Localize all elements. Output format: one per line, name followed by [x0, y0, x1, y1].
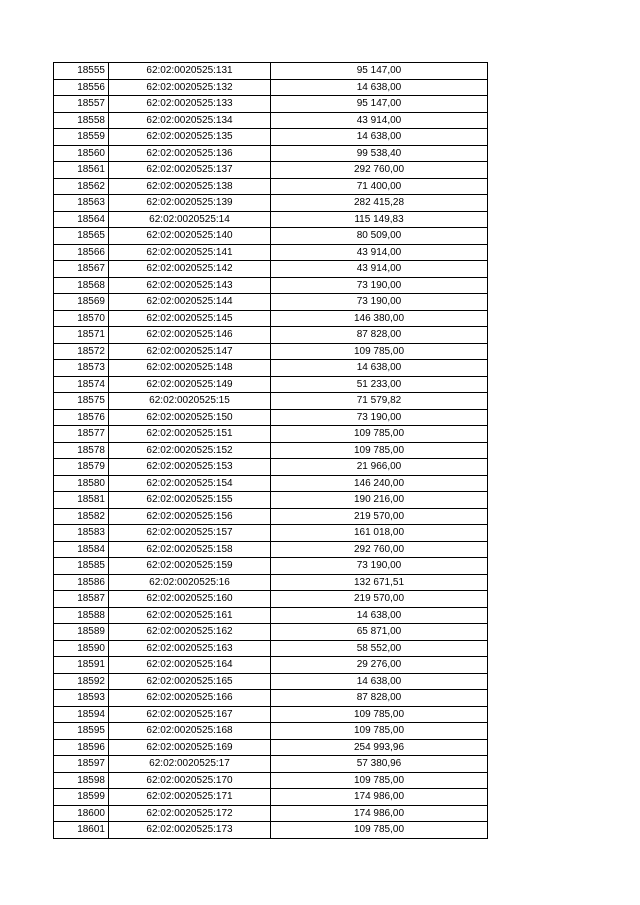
- cadastral-number-cell: 62:02:0020525:151: [109, 426, 271, 443]
- table-row: [54, 508, 488, 525]
- row-number-cell: 18596: [54, 739, 109, 756]
- cadastral-value-cell: 254 993,96: [271, 739, 488, 756]
- cadastral-number-cell: 62:02:0020525:134: [109, 112, 271, 129]
- cadastral-value-cell: 190 216,00: [271, 492, 488, 509]
- cadastral-number-cell: 62:02:0020525:15: [109, 393, 271, 410]
- row-number-cell: 18571: [54, 327, 109, 344]
- table-row: [54, 640, 488, 657]
- cadastral-number-cell: 62:02:0020525:154: [109, 475, 271, 492]
- row-number-cell: 18577: [54, 426, 109, 443]
- table-row: [54, 607, 488, 624]
- table-row: [54, 805, 488, 822]
- cadastral-number-cell: 62:02:0020525:14: [109, 211, 271, 228]
- row-number-cell: 18589: [54, 624, 109, 641]
- cadastral-number-cell: 62:02:0020525:165: [109, 673, 271, 690]
- cadastral-value-cell: 87 828,00: [271, 327, 488, 344]
- cadastral-number-cell: 62:02:0020525:147: [109, 343, 271, 360]
- row-number-cell: 18601: [54, 822, 109, 839]
- cadastral-number-cell: 62:02:0020525:153: [109, 459, 271, 476]
- cadastral-number-cell: 62:02:0020525:155: [109, 492, 271, 509]
- table-row: [54, 789, 488, 806]
- table-body: [54, 63, 488, 839]
- table-row: [54, 211, 488, 228]
- row-number-cell: 18564: [54, 211, 109, 228]
- row-number-cell: 18565: [54, 228, 109, 245]
- table-row: [54, 756, 488, 773]
- row-number-cell: 18590: [54, 640, 109, 657]
- row-number-cell: 18562: [54, 178, 109, 195]
- cadastral-value-cell: 65 871,00: [271, 624, 488, 641]
- cadastral-value-cell: 58 552,00: [271, 640, 488, 657]
- row-number-cell: 18579: [54, 459, 109, 476]
- row-number-cell: 18580: [54, 475, 109, 492]
- cadastral-number-cell: 62:02:0020525:146: [109, 327, 271, 344]
- cadastral-value-cell: 219 570,00: [271, 591, 488, 608]
- cadastral-value-cell: 109 785,00: [271, 343, 488, 360]
- cadastral-number-cell: 62:02:0020525:141: [109, 244, 271, 261]
- row-number-cell: 18555: [54, 63, 109, 80]
- cadastral-number-cell: 62:02:0020525:169: [109, 739, 271, 756]
- row-number-cell: 18563: [54, 195, 109, 212]
- cadastral-number-cell: 62:02:0020525:140: [109, 228, 271, 245]
- row-number-cell: 18591: [54, 657, 109, 674]
- table-row: [54, 327, 488, 344]
- row-number-cell: 18560: [54, 145, 109, 162]
- row-number-cell: 18583: [54, 525, 109, 542]
- table-row: [54, 195, 488, 212]
- cadastral-number-cell: 62:02:0020525:172: [109, 805, 271, 822]
- cadastral-number-cell: 62:02:0020525:156: [109, 508, 271, 525]
- table-row: [54, 442, 488, 459]
- table-row: [54, 145, 488, 162]
- cadastral-value-cell: 73 190,00: [271, 409, 488, 426]
- table-row: [54, 376, 488, 393]
- row-number-cell: 18575: [54, 393, 109, 410]
- cadastral-value-cell: 282 415,28: [271, 195, 488, 212]
- row-number-cell: 18561: [54, 162, 109, 179]
- cadastral-value-cell: 29 276,00: [271, 657, 488, 674]
- table-row: [54, 310, 488, 327]
- cadastral-value-cell: 73 190,00: [271, 294, 488, 311]
- cadastral-number-cell: 62:02:0020525:158: [109, 541, 271, 558]
- cadastral-value-cell: 115 149,83: [271, 211, 488, 228]
- cadastral-number-cell: 62:02:0020525:139: [109, 195, 271, 212]
- cadastral-number-cell: 62:02:0020525:166: [109, 690, 271, 707]
- cadastral-number-cell: 62:02:0020525:159: [109, 558, 271, 575]
- row-number-cell: 18597: [54, 756, 109, 773]
- row-number-cell: 18578: [54, 442, 109, 459]
- table-row: [54, 723, 488, 740]
- row-number-cell: 18558: [54, 112, 109, 129]
- cadastral-value-cell: 80 509,00: [271, 228, 488, 245]
- row-number-cell: 18567: [54, 261, 109, 278]
- row-number-cell: 18572: [54, 343, 109, 360]
- row-number-cell: 18557: [54, 96, 109, 113]
- cadastral-number-cell: 62:02:0020525:161: [109, 607, 271, 624]
- cadastral-value-cell: 109 785,00: [271, 723, 488, 740]
- row-number-cell: 18556: [54, 79, 109, 96]
- cadastral-value-cell: 57 380,96: [271, 756, 488, 773]
- cadastral-number-cell: 62:02:0020525:135: [109, 129, 271, 146]
- cadastral-number-cell: 62:02:0020525:173: [109, 822, 271, 839]
- cadastral-value-cell: 109 785,00: [271, 426, 488, 443]
- cadastral-value-cell: 14 638,00: [271, 129, 488, 146]
- cadastral-number-cell: 62:02:0020525:164: [109, 657, 271, 674]
- cadastral-number-cell: 62:02:0020525:157: [109, 525, 271, 542]
- table-row: [54, 360, 488, 377]
- cadastral-number-cell: 62:02:0020525:142: [109, 261, 271, 278]
- row-number-cell: 18586: [54, 574, 109, 591]
- row-number-cell: 18600: [54, 805, 109, 822]
- cadastral-value-cell: 292 760,00: [271, 541, 488, 558]
- cadastral-value-cell: 14 638,00: [271, 79, 488, 96]
- cadastral-number-cell: 62:02:0020525:152: [109, 442, 271, 459]
- table-row: [54, 294, 488, 311]
- cadastral-value-cell: 174 986,00: [271, 789, 488, 806]
- table-row: [54, 558, 488, 575]
- table-row: [54, 459, 488, 476]
- cadastral-value-cell: 95 147,00: [271, 96, 488, 113]
- table-row: [54, 343, 488, 360]
- table-row: [54, 228, 488, 245]
- row-number-cell: 18593: [54, 690, 109, 707]
- cadastral-number-cell: 62:02:0020525:171: [109, 789, 271, 806]
- table-row: [54, 591, 488, 608]
- table-row: [54, 574, 488, 591]
- cadastral-number-cell: 62:02:0020525:17: [109, 756, 271, 773]
- cadastral-number-cell: 62:02:0020525:136: [109, 145, 271, 162]
- table-row: [54, 244, 488, 261]
- row-number-cell: 18585: [54, 558, 109, 575]
- cadastral-number-cell: 62:02:0020525:143: [109, 277, 271, 294]
- row-number-cell: 18559: [54, 129, 109, 146]
- cadastral-value-cell: 14 638,00: [271, 673, 488, 690]
- table-row: [54, 772, 488, 789]
- cadastral-number-cell: 62:02:0020525:168: [109, 723, 271, 740]
- cadastral-value-cell: 73 190,00: [271, 277, 488, 294]
- cadastral-value-cell: 109 785,00: [271, 772, 488, 789]
- cadastral-value-cell: 109 785,00: [271, 442, 488, 459]
- cadastral-value-cell: 21 966,00: [271, 459, 488, 476]
- table-row: [54, 277, 488, 294]
- cadastral-value-cell: 73 190,00: [271, 558, 488, 575]
- row-number-cell: 18573: [54, 360, 109, 377]
- cadastral-value-cell: 146 380,00: [271, 310, 488, 327]
- table-row: [54, 525, 488, 542]
- table-row: [54, 541, 488, 558]
- table-row: [54, 822, 488, 839]
- table-row: [54, 162, 488, 179]
- cadastral-number-cell: 62:02:0020525:138: [109, 178, 271, 195]
- cadastral-number-cell: 62:02:0020525:145: [109, 310, 271, 327]
- table-row: [54, 96, 488, 113]
- cadastral-value-cell: 87 828,00: [271, 690, 488, 707]
- row-number-cell: 18581: [54, 492, 109, 509]
- cadastral-value-cell: 161 018,00: [271, 525, 488, 542]
- cadastral-number-cell: 62:02:0020525:163: [109, 640, 271, 657]
- table-row: [54, 657, 488, 674]
- table-row: [54, 112, 488, 129]
- table-row: [54, 79, 488, 96]
- cadastral-value-table: [53, 62, 488, 839]
- cadastral-value-cell: 219 570,00: [271, 508, 488, 525]
- row-number-cell: 18599: [54, 789, 109, 806]
- table-row: [54, 690, 488, 707]
- row-number-cell: 18568: [54, 277, 109, 294]
- row-number-cell: 18598: [54, 772, 109, 789]
- row-number-cell: 18592: [54, 673, 109, 690]
- row-number-cell: 18570: [54, 310, 109, 327]
- cadastral-number-cell: 62:02:0020525:167: [109, 706, 271, 723]
- cadastral-value-cell: 146 240,00: [271, 475, 488, 492]
- table-row: [54, 178, 488, 195]
- table-row: [54, 706, 488, 723]
- table-row: [54, 261, 488, 278]
- cadastral-value-cell: 71 579,82: [271, 393, 488, 410]
- cadastral-value-cell: 43 914,00: [271, 244, 488, 261]
- cadastral-value-cell: 51 233,00: [271, 376, 488, 393]
- cadastral-number-cell: 62:02:0020525:144: [109, 294, 271, 311]
- cadastral-number-cell: 62:02:0020525:132: [109, 79, 271, 96]
- row-number-cell: 18594: [54, 706, 109, 723]
- row-number-cell: 18584: [54, 541, 109, 558]
- row-number-cell: 18595: [54, 723, 109, 740]
- table-row: [54, 409, 488, 426]
- cadastral-value-cell: 109 785,00: [271, 706, 488, 723]
- cadastral-number-cell: 62:02:0020525:137: [109, 162, 271, 179]
- cadastral-value-cell: 109 785,00: [271, 822, 488, 839]
- table-row: [54, 475, 488, 492]
- row-number-cell: 18574: [54, 376, 109, 393]
- table-row: [54, 624, 488, 641]
- cadastral-value-cell: 99 538,40: [271, 145, 488, 162]
- cadastral-number-cell: 62:02:0020525:160: [109, 591, 271, 608]
- cadastral-number-cell: 62:02:0020525:162: [109, 624, 271, 641]
- cadastral-number-cell: 62:02:0020525:131: [109, 63, 271, 80]
- cadastral-value-cell: 174 986,00: [271, 805, 488, 822]
- cadastral-value-cell: 95 147,00: [271, 63, 488, 80]
- cadastral-value-cell: 43 914,00: [271, 112, 488, 129]
- table-row: [54, 739, 488, 756]
- cadastral-value-cell: 132 671,51: [271, 574, 488, 591]
- cadastral-value-cell: 14 638,00: [271, 607, 488, 624]
- row-number-cell: 18576: [54, 409, 109, 426]
- cadastral-number-cell: 62:02:0020525:170: [109, 772, 271, 789]
- cadastral-number-cell: 62:02:0020525:149: [109, 376, 271, 393]
- table-row: [54, 393, 488, 410]
- cadastral-value-cell: 292 760,00: [271, 162, 488, 179]
- table-row: [54, 673, 488, 690]
- row-number-cell: 18588: [54, 607, 109, 624]
- row-number-cell: 18566: [54, 244, 109, 261]
- table-row: [54, 492, 488, 509]
- row-number-cell: 18587: [54, 591, 109, 608]
- cadastral-value-cell: 43 914,00: [271, 261, 488, 278]
- cadastral-number-cell: 62:02:0020525:150: [109, 409, 271, 426]
- cadastral-number-cell: 62:02:0020525:16: [109, 574, 271, 591]
- row-number-cell: 18582: [54, 508, 109, 525]
- table-row: [54, 129, 488, 146]
- cadastral-number-cell: 62:02:0020525:148: [109, 360, 271, 377]
- row-number-cell: 18569: [54, 294, 109, 311]
- cadastral-value-cell: 71 400,00: [271, 178, 488, 195]
- table-row: [54, 63, 488, 80]
- table-row: [54, 426, 488, 443]
- cadastral-number-cell: 62:02:0020525:133: [109, 96, 271, 113]
- cadastral-value-cell: 14 638,00: [271, 360, 488, 377]
